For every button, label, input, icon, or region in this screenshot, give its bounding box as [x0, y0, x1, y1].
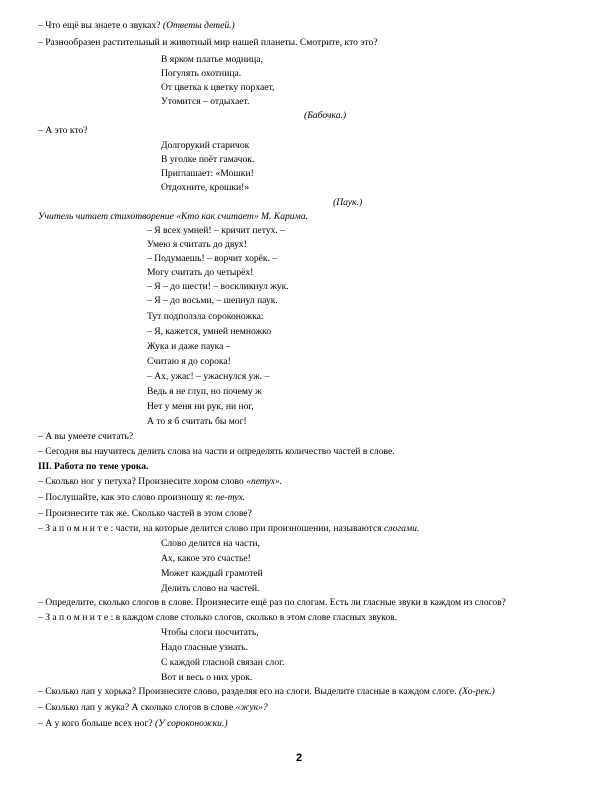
question-text: – Сколько лап у хорька? Произнесите слово, разделяя его на слоги. Выделите гласные в каждом слоге.: [38, 686, 459, 697]
answer-note: (У сороконожки.): [155, 718, 228, 729]
page-number: 2: [296, 752, 303, 764]
question-line: [38, 686, 495, 698]
poem-line: Жука и даже паука –: [147, 341, 231, 352]
riddle-line: Отдохните, крошки!»: [161, 182, 250, 193]
poem-line: – Я, кажется, умней немножко: [147, 326, 272, 337]
poem-line: – Я – до шести! – воскликнул жук.: [147, 281, 289, 292]
poem-line: Нет у меня ни рук, ни ног,: [147, 401, 254, 412]
example-word: «жук»?: [235, 702, 268, 713]
poem-line: Делить слово на частей.: [161, 583, 260, 594]
poem-line: С каждой гласной связан слог.: [161, 657, 285, 668]
riddle-line: Долгорукий старичок: [161, 140, 250, 151]
riddle-answer: (Паук.): [333, 197, 363, 208]
riddle-line: Погулять охотница.: [161, 68, 242, 79]
riddle-answer: (Бабочка.): [304, 110, 347, 121]
riddle-line: В ярком платье модница,: [161, 54, 263, 65]
poem-line: Слово делится на части,: [161, 538, 260, 549]
teacher-instruction: Учитель читает стихотворение «Кто как считает» М. Карима.: [38, 211, 308, 222]
question-line: [38, 476, 282, 488]
riddle-line: Приглашает: «Мошки!: [161, 168, 254, 179]
question-line: – Произнесите так же. Сколько частей в этом слове?: [38, 508, 252, 519]
rule-text: – З а п о м н и т е : части, на которые делится слово при произношении, называются: [38, 523, 385, 534]
question-line: – Определите, сколько слогов в слове. Произнесите ещё раз по слогам. Есть ли гласные звуки в каждом из слогов?: [38, 597, 506, 608]
question-line: [38, 718, 228, 730]
question-text: – А у кого больше всех ног?: [38, 718, 156, 729]
question-line: – А это кто?: [38, 125, 88, 136]
poem-line: Чтобы слоги посчитать,: [161, 627, 259, 638]
poem-line: Ведь я не глуп, но почему ж: [147, 386, 262, 397]
example-word: пе-тух.: [215, 492, 246, 503]
question-line: [38, 492, 245, 504]
riddle-line: В уголке поёт гамачок.: [161, 154, 255, 165]
question-note: (Ответы детей.): [162, 20, 235, 31]
question-line: [38, 20, 235, 32]
question-text: – Сколько лап у жука? А сколько слогов в слове: [38, 702, 236, 713]
poem-line: Ах, какое это счастье!: [161, 553, 251, 564]
poem-line: Могу считать до четырёх!: [147, 267, 254, 278]
poem-line: – Ах, ужас! – ужаснулся уж. –: [147, 371, 270, 382]
poem-line: – Подумаешь! – ворчит хорёк. –: [147, 253, 278, 264]
poem-line: – Я – до восьми, – шепнул паук.: [147, 295, 278, 306]
question-line: [38, 702, 268, 714]
riddle-line: От цветка к цветку порхает,: [161, 82, 275, 93]
poem-line: Вот и весь о них урок.: [161, 672, 253, 683]
question-line: – А вы умеете считать?: [38, 431, 134, 442]
question-line: – Сегодня вы научитесь делить слова на части и определять количество частей в слове.: [38, 446, 395, 457]
poem-line: Может каждый грамотей: [161, 568, 263, 579]
poem-line: Тут подползла сороконожка:: [147, 311, 264, 322]
rule-line: – З а п о м н и т е : в каждом слове столько слогов, сколько в этом слове гласных звуков.: [38, 612, 398, 623]
answer-note: (Хо-рек.): [458, 686, 495, 697]
poem-line: А то я б считать бы мог!: [147, 416, 247, 427]
question-text: – Послушайте, как это слово произношу я:: [38, 492, 216, 503]
poem-line: Надо гласные узнать.: [161, 642, 248, 653]
question-line: – Разнообразен растительный и животный мир нашей планеты. Смотрите, кто это?: [38, 37, 378, 48]
riddle-line: Утомится – отдыхает.: [161, 96, 250, 107]
rule-term: слогами.: [384, 523, 420, 534]
question-text: – Что ещё вы знаете о звуках?: [38, 20, 163, 31]
question-text: – Сколько ног у петуха? Произнесите хором слово: [38, 476, 247, 487]
section-heading: III. Работа по теме урока.: [38, 461, 149, 472]
example-word: «петух».: [246, 476, 283, 487]
poem-line: Считаю я до сорока!: [147, 356, 231, 367]
poem-line: – Я всех умней! – кричит петух. –: [147, 225, 286, 236]
rule-line: [38, 523, 419, 535]
poem-line: Умею я считать до двух!: [147, 239, 247, 250]
